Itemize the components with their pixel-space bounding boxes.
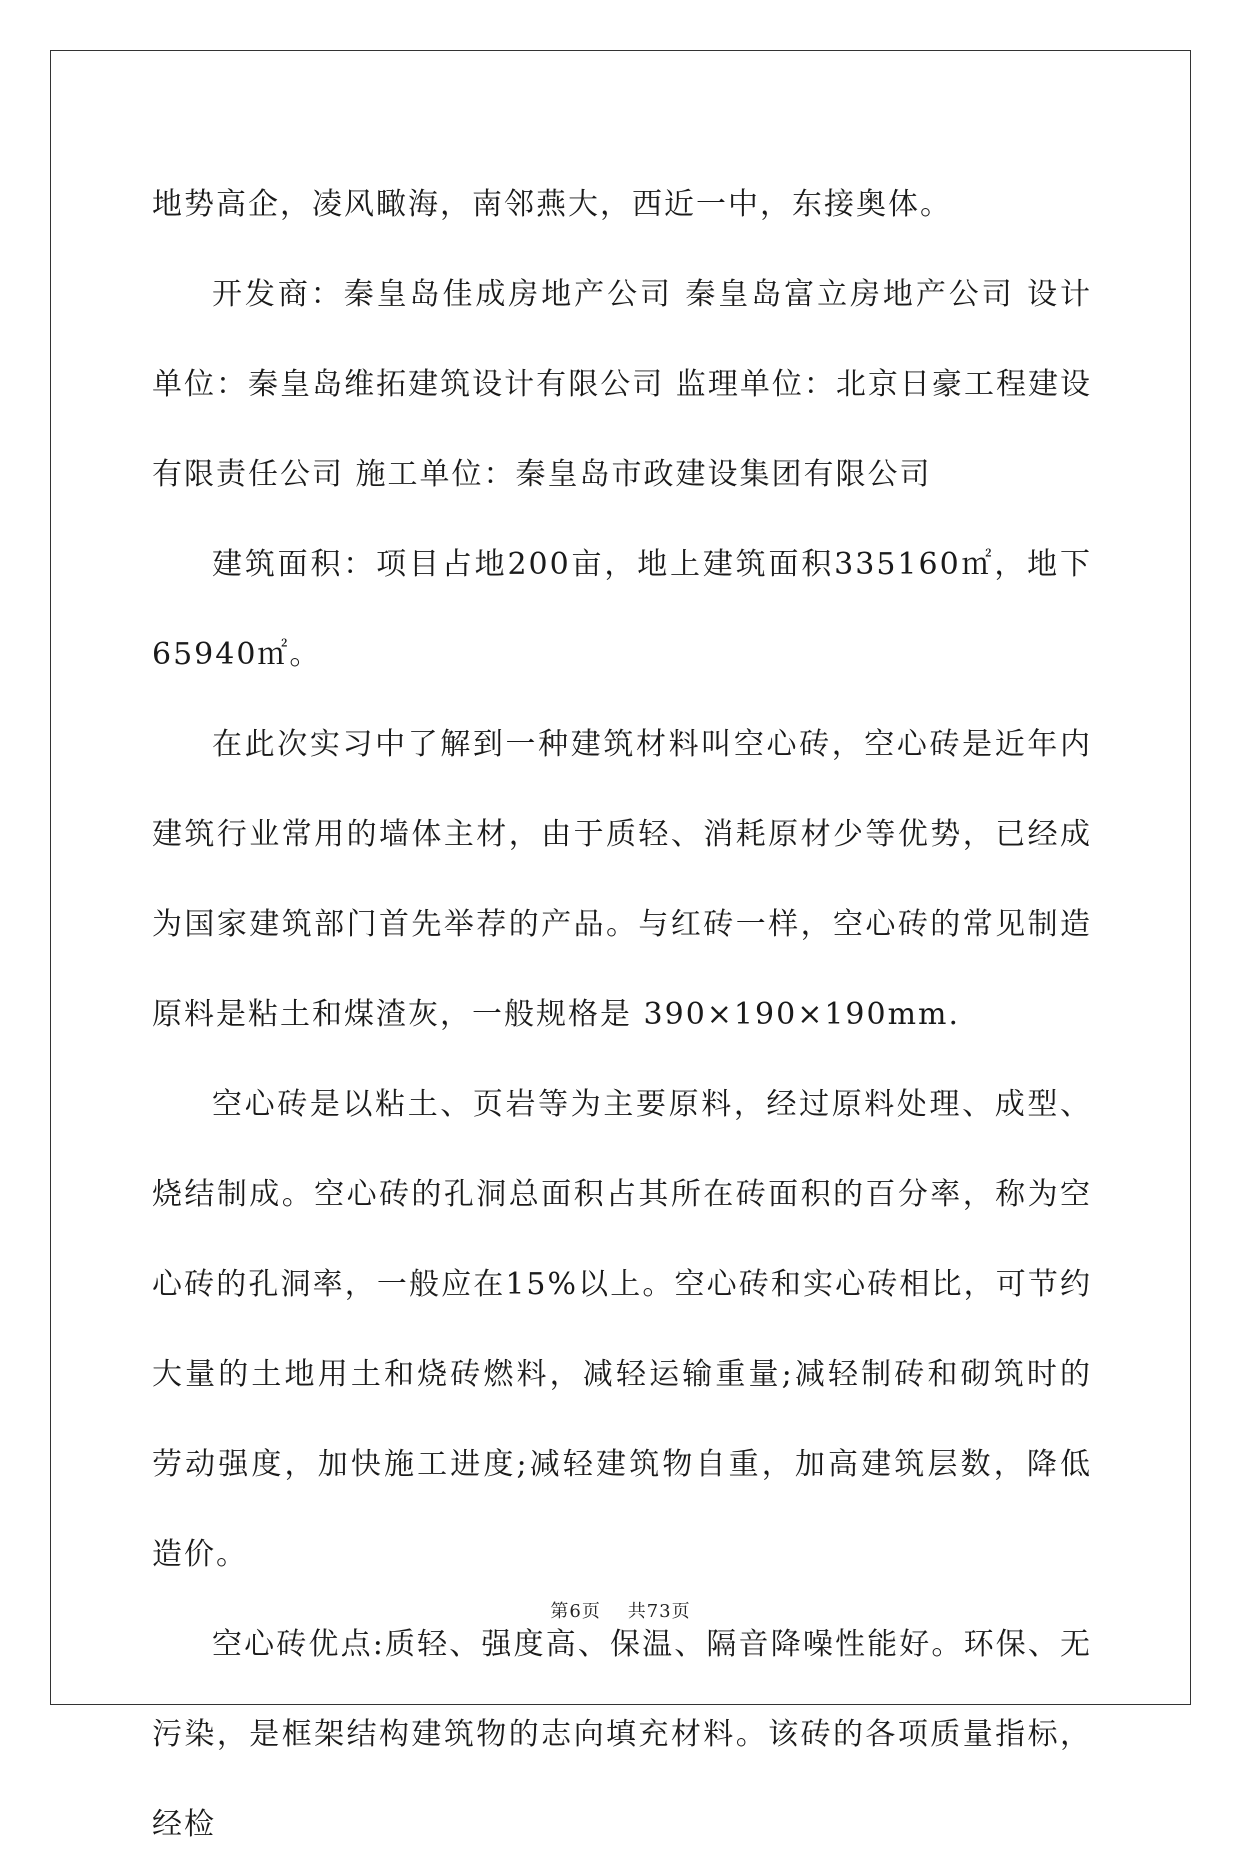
paragraph-location: 地势高企，凌风瞰海，南邻燕大，西近一中，东接奥体。	[152, 187, 952, 222]
page-number: 第6页	[550, 1601, 601, 1622]
total-pages: 共73页	[627, 1601, 691, 1622]
page-footer	[0, 1597, 1241, 1623]
paragraph-building-area: 建筑面积：项目占地200亩，地上建筑面积335160㎡，地下65940㎡。	[152, 547, 1092, 672]
paragraph-hollow-brick-intro: 在此次实习中了解到一种建筑材料叫空心砖，空心砖是近年内建筑行业常用的墙体主材，由于质轻、消耗原材少等优势，已经成为国家建筑部门首先举荐的产品。与红砖一样，空心砖的常见制造原料是粘土和煤渣灰，一般规格是 390×190×190mm.	[152, 727, 1092, 1032]
paragraph-hollow-brick-process: 空心砖是以粘土、页岩等为主要原料，经过原料处理、成型、烧结制成。空心砖的孔洞总面积占其所在砖面积的百分率，称为空心砖的孔洞率，一般应在15%以上。空心砖和实心砖相比，可节约大量的土地用土和烧砖燃料，减轻运输重量;减轻制砖和砌筑时的劳动强度，加快施工进度;减轻建筑物自重，加高建筑层数，降低造价。	[152, 1087, 1092, 1572]
paragraph-developers: 开发商：秦皇岛佳成房地产公司 秦皇岛富立房地产公司 设计单位：秦皇岛维拓建筑设计有限公司 监理单位：北京日豪工程建设有限责任公司 施工单位：秦皇岛市政建设集团有限公司	[152, 277, 1092, 492]
paragraph-hollow-brick-advantages: 空心砖优点:质轻、强度高、保温、隔音降噪性能好。环保、无污染，是框架结构建筑物的志向填充材料。该砖的各项质量指标，经检	[152, 1627, 1092, 1842]
